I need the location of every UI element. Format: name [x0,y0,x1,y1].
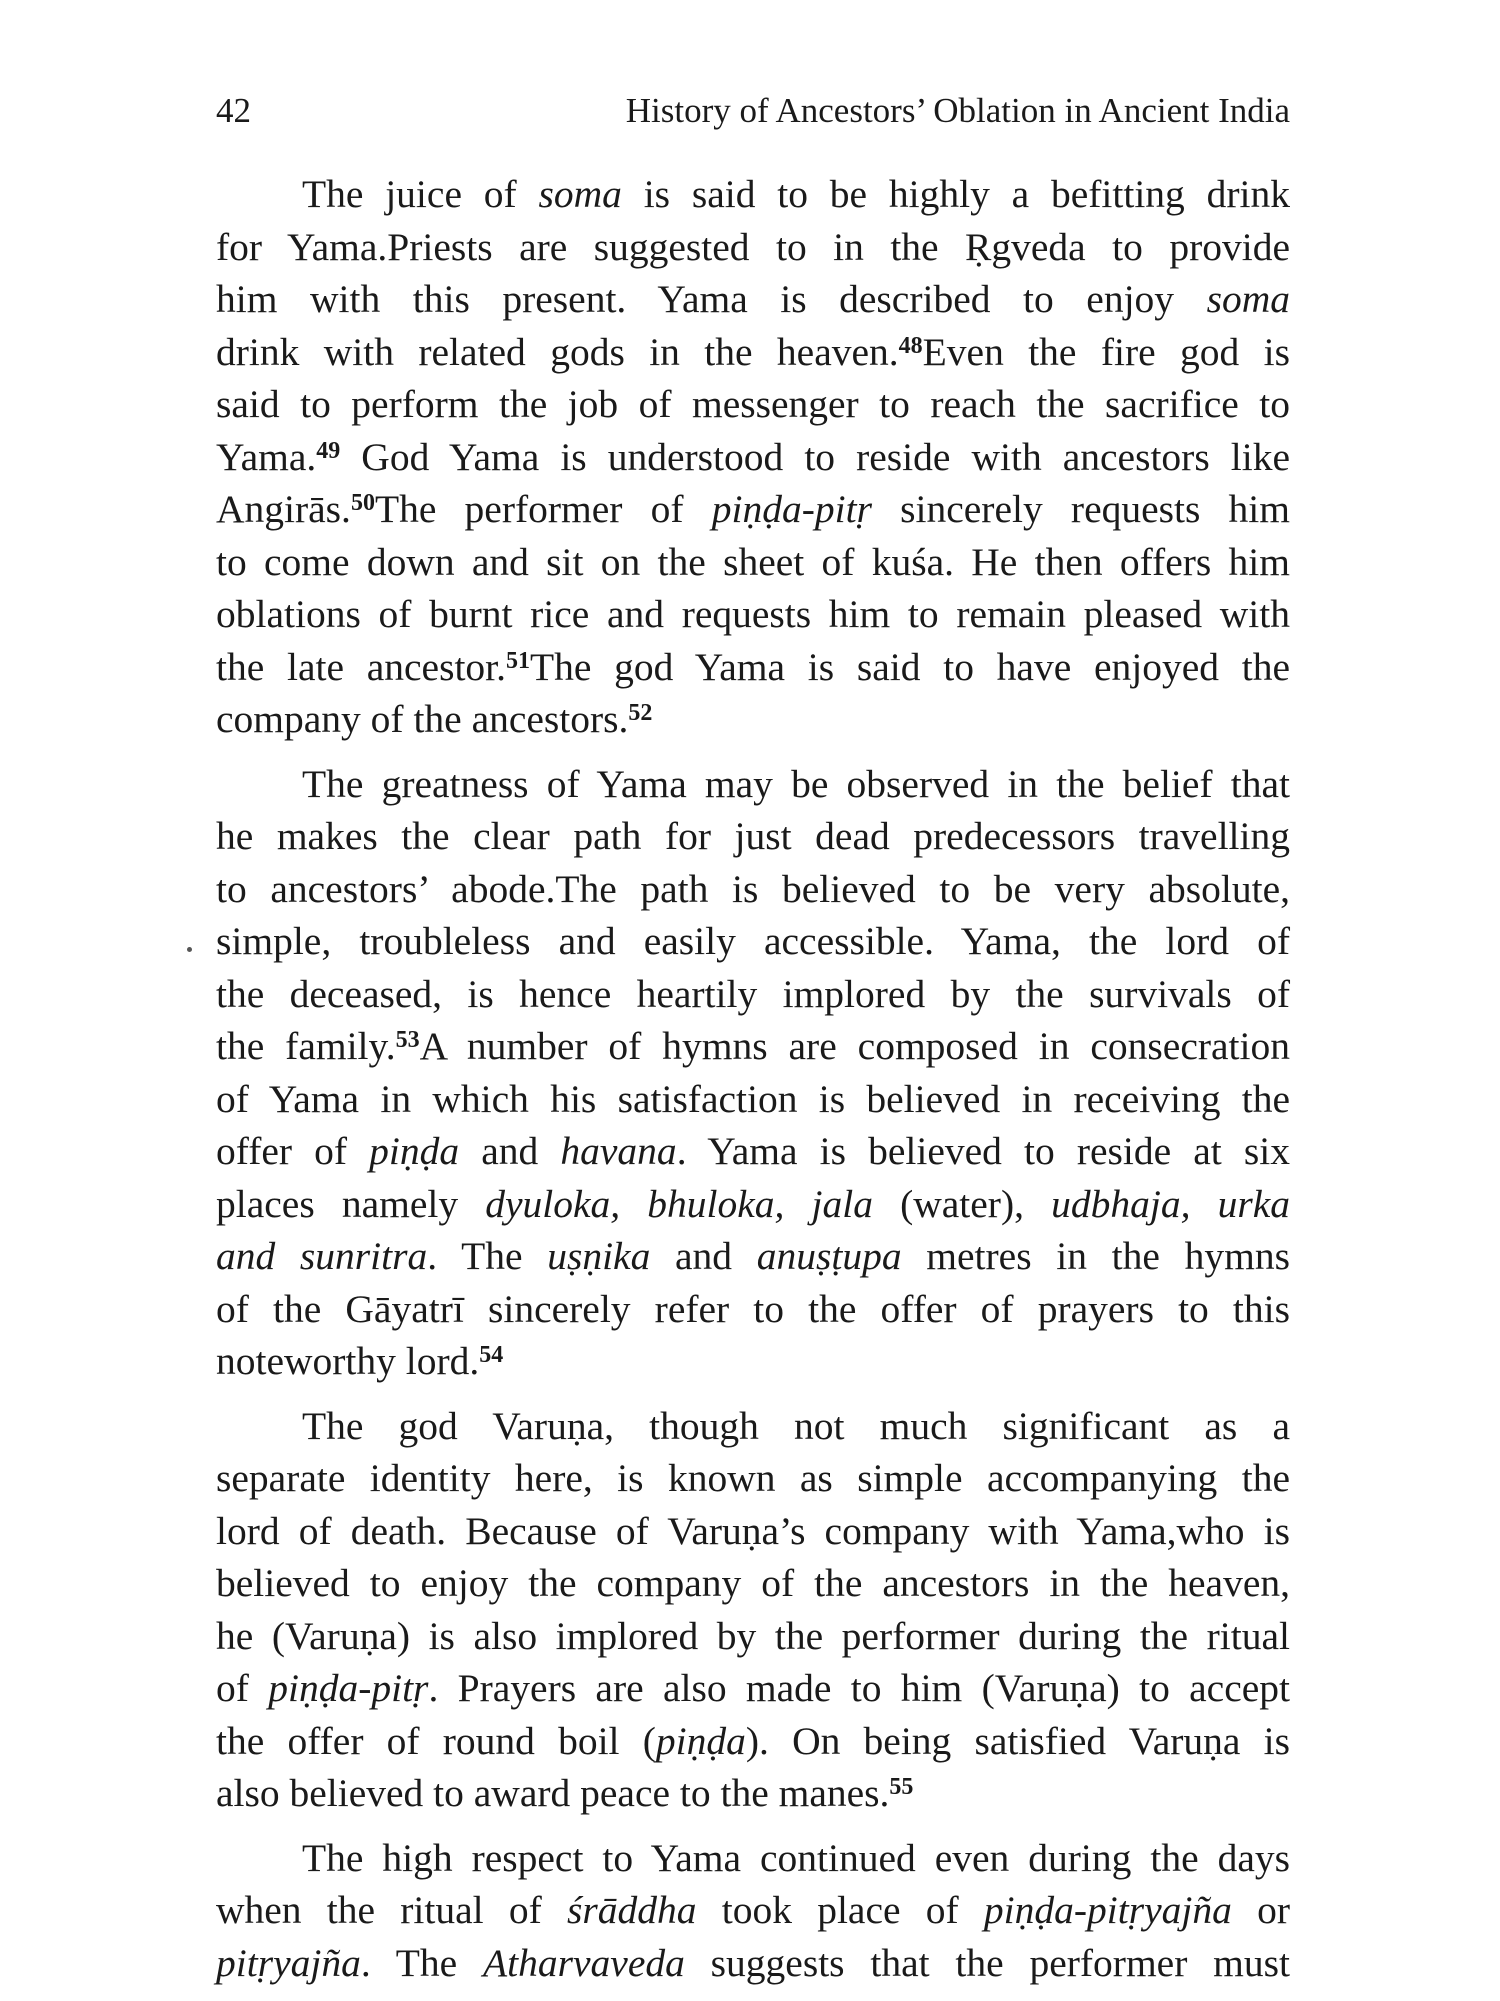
text-run: offer of [216,1129,370,1173]
italic-term: piṇḍa [655,1718,746,1763]
text-run: and [650,1234,757,1278]
text-run: the family. [216,1024,396,1068]
text-line [216,1020,1290,1073]
text-run: of Yama in which his satisfaction is believed in receiving the [216,1076,1290,1121]
text-run: A number of hymns are composed in consecration [419,1024,1290,1068]
running-head [216,86,1290,136]
text-run: or [1231,1888,1291,1932]
text-line [216,863,1290,916]
text-run: sincerely requests him [871,487,1290,531]
text-run: for Yama.Priests are suggested to in the Ṛgveda to provide [216,224,1290,269]
text-line [216,1335,1290,1388]
text-line [216,483,1290,536]
text-run: ). On being satisfied Varuṇa is [745,1718,1290,1763]
text-line [216,273,1290,326]
text-line [216,1884,1290,1937]
text-run: to ancestors’ abode.The path is believed to be very absolute, [216,866,1290,911]
text-run: God Yama is understood to reside with ancestors like [340,434,1290,479]
footnote-reference: 49 [316,437,341,464]
text-line [216,1767,1290,1820]
text-line [216,1610,1290,1663]
text-line [216,1505,1290,1558]
page-number: 42 [216,91,251,130]
italic-term: and sunritra [216,1234,428,1278]
paragraph [216,1832,1290,1990]
text-run: drink with related gods in the heaven. [216,329,899,374]
text-run: The god Yama is said to have enjoyed the [530,644,1290,689]
text-line [216,1400,1290,1453]
text-line [216,1073,1290,1126]
italic-term: dyuloka, bhuloka, jala [485,1181,873,1226]
text-run: took place of [696,1888,984,1932]
text-line [216,1230,1290,1283]
italic-term: piṇḍa-pitṛ [711,487,872,531]
text-run: separate identity here, is known as simple accompanying the [216,1456,1290,1500]
italic-term: piṇḍa-pitṛ [268,1666,429,1710]
text-run: to come down and sit on the sheet of kuśa. He then offers him [216,539,1290,584]
footnote-reference: 48 [898,332,923,359]
italic-term: soma [1206,277,1290,321]
paragraph [216,758,1290,1388]
italic-term: havana [560,1129,677,1173]
text-run: simple, troubleless and easily accessible. Yama, the lord of [216,919,1290,963]
italic-term: soma [538,172,622,216]
text-line [216,968,1290,1021]
text-run: the late ancestor. [216,644,507,689]
italic-term: piṇḍa [369,1129,460,1173]
footnote-reference: 51 [506,647,531,674]
text-run: said to perform the job of messenger to reach the sacrifice to [216,382,1290,426]
stray-dot-mark [187,947,192,952]
text-run: company of the ancestors. [216,697,629,741]
text-line [216,915,1290,968]
text-line [216,536,1290,589]
footnote-reference: 54 [479,1342,504,1368]
text-line [216,168,1290,221]
text-run: him with this present. Yama is described to enjoy [216,277,1207,321]
text-run: lord of death. Because of Varuṇa’s company with Yama,who is [216,1508,1290,1553]
text-run: . The [360,1940,484,1985]
text-line [216,588,1290,641]
text-line [216,1125,1290,1178]
text-line [216,810,1290,863]
text-run: metres in the hymns [901,1234,1290,1278]
italic-term: Atharvaveda [483,1940,685,1985]
text-run: of [216,1666,269,1710]
text-run: and [459,1129,561,1173]
text-line [216,1452,1290,1505]
text-line [216,378,1290,431]
paragraph [216,1400,1290,1820]
text-run: Yama. [216,434,317,479]
text-run: The greatness of Yama may be observed in the belief that [302,761,1290,806]
text-run: the offer of round boil ( [216,1718,656,1763]
text-run: also believed to award peace to the manes. [216,1771,890,1815]
text-run: the deceased, is hence heartily implored by the survivals of [216,971,1290,1016]
text-run: . Yama is believed to reside at six [676,1129,1290,1173]
footnote-reference: 53 [395,1027,420,1053]
text-run: places namely [216,1181,486,1226]
text-run: Even the fire god is [922,329,1291,374]
italic-term: piṇḍa-pitṛyajña [983,1888,1232,1932]
text-run: is said to be highly a befitting drink [621,172,1290,216]
text-line [216,1283,1290,1336]
paragraph [216,168,1290,746]
footnote-reference: 52 [628,700,653,726]
text-run: (water), [872,1181,1052,1226]
footnote-reference: 50 [350,490,375,516]
text-line [216,221,1290,274]
text-run: The juice of [302,172,539,216]
text-line [216,326,1290,379]
text-run: suggests that the performer must [684,1940,1290,1985]
italic-term: pitṛyajña [216,1940,361,1985]
text-run: . Prayers are also made to him (Varuṇa) to accept [428,1666,1290,1710]
text-run: . The [427,1234,548,1278]
body-text [216,168,1290,2001]
text-run: The performer of [374,487,712,531]
text-line [216,1937,1290,1990]
text-run: The god Varuṇa, though not much significant as a [302,1403,1290,1448]
italic-term: uṣṇika [547,1234,651,1278]
footnote-reference: 55 [889,1774,914,1800]
text-line [216,1832,1290,1885]
text-line [216,1662,1290,1715]
running-title: History of Ancestors’ Oblation in Ancient India [625,91,1290,130]
text-line [216,1715,1290,1768]
text-run: oblations of burnt rice and requests him to remain pleased with [216,592,1290,636]
text-run: he makes the clear path for just dead predecessors travelling [216,814,1290,858]
italic-term: anuṣṭupa [756,1234,902,1278]
text-run: noteworthy lord. [216,1339,480,1383]
text-line [216,431,1290,484]
text-run: Angirās. [216,487,351,531]
text-run: when the ritual of [216,1888,568,1932]
text-line [216,758,1290,811]
text-line [216,641,1290,694]
text-line [216,693,1290,746]
text-run: believed to enjoy the company of the ancestors in the heaven, [216,1561,1290,1605]
text-run: The high respect to Yama continued even during the days [302,1835,1290,1880]
text-line [216,1178,1290,1231]
italic-term: udbhaja, urka [1051,1181,1290,1226]
text-line [216,1557,1290,1610]
italic-term: śrāddha [567,1888,697,1932]
text-run: of the Gāyatrī sincerely refer to the offer of prayers to this [216,1286,1290,1331]
text-run: he (Varuṇa) is also implored by the performer during the ritual [216,1613,1290,1658]
